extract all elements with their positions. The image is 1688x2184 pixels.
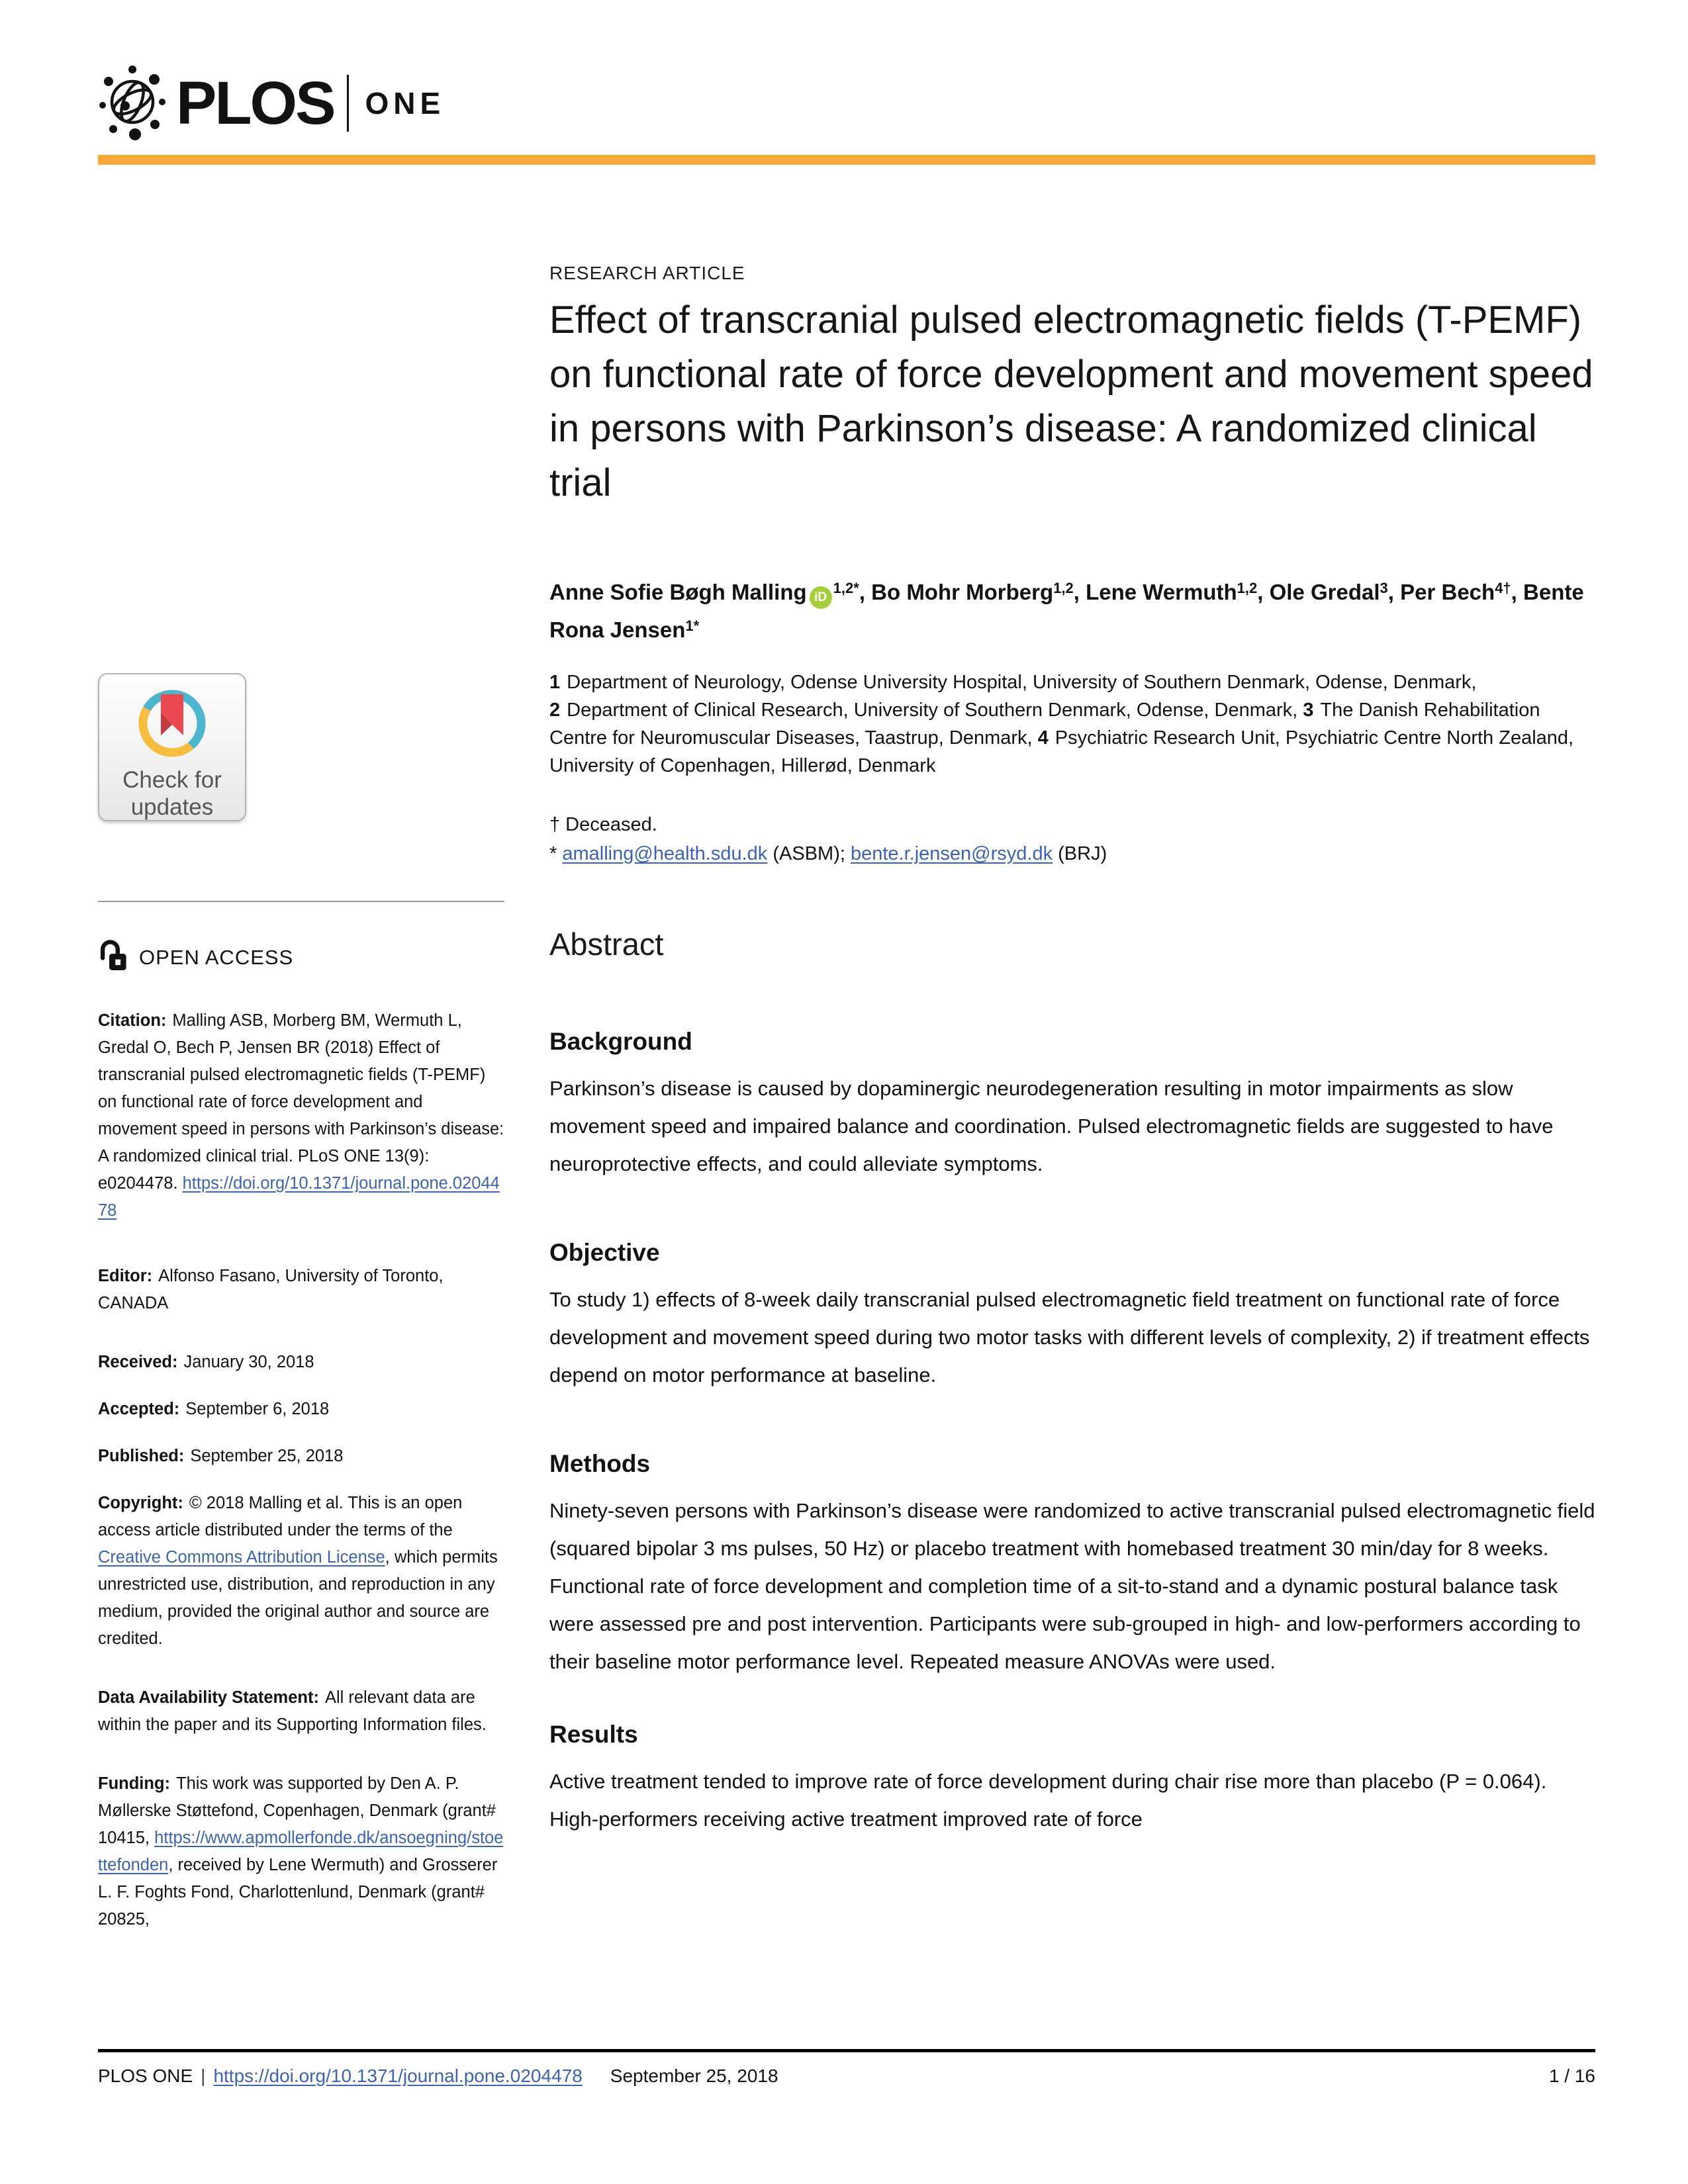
background-heading: Background — [549, 1028, 692, 1055]
author-name: Lene Wermuth — [1086, 580, 1237, 604]
affil-num: 4 — [1037, 727, 1049, 749]
article-main — [549, 165, 1595, 1838]
published-date: September 25, 2018 — [190, 1447, 344, 1465]
email-mid: (ASBM); — [767, 843, 851, 864]
orcid-icon[interactable]: iD — [810, 586, 832, 609]
data-availability-block — [98, 1684, 504, 1739]
open-access-label: OPEN ACCESS — [139, 945, 294, 969]
copyright-label: Copyright: — [98, 1494, 183, 1512]
author — [1270, 580, 1401, 604]
author-separator: , — [1073, 580, 1086, 604]
logo-one-text: ONE — [365, 86, 445, 120]
published-block — [98, 1443, 504, 1470]
open-access-row — [98, 939, 504, 976]
data-availability-text: All relevant data are within the paper and its Supporting Information files. — [98, 1688, 487, 1734]
corresponding-emails — [549, 839, 1595, 868]
check-for-updates-label-1: Check for — [122, 767, 222, 793]
check-for-updates-badge[interactable] — [98, 673, 246, 821]
accepted-label: Accepted: — [98, 1400, 180, 1418]
email-end: (BRJ) — [1053, 843, 1107, 864]
author — [1400, 580, 1523, 604]
funding-text-before: This work was supported by Den A. P. Møllerske Støttefond, Copenhagen, Denmark (grant# 10415, — [98, 1774, 496, 1847]
funding-link[interactable]: https://www.apmollerfonde.dk/ansoegning/stoettefonden — [98, 1829, 504, 1874]
author-separator: , — [1387, 580, 1401, 604]
accepted-date: September 6, 2018 — [185, 1400, 330, 1418]
author-name: Bo Mohr Morberg — [871, 580, 1054, 604]
author-separator: , — [1511, 580, 1524, 604]
copyright-block — [98, 1490, 504, 1653]
logo-plos-text: PLOS — [176, 69, 334, 137]
funding-label: Funding: — [98, 1774, 171, 1793]
editor-text: Alfonso Fasano, University of Toronto, CANADA — [98, 1267, 444, 1312]
logo-divider — [347, 75, 349, 132]
methods-heading: Methods — [549, 1450, 651, 1477]
footer-separator: | — [201, 2066, 206, 2086]
masthead — [0, 0, 1688, 165]
published-label: Published: — [98, 1447, 185, 1465]
author-list — [549, 571, 1595, 646]
left-sidebar — [98, 165, 504, 1933]
open-lock-icon — [98, 939, 127, 976]
received-block — [98, 1349, 504, 1376]
author-name: Per Bech — [1400, 580, 1495, 604]
copyright-text-after: , which permits unrestricted use, distribution, and reproduction in any medium, provided the original author and source are credited. — [98, 1548, 498, 1648]
objective-heading: Objective — [549, 1239, 660, 1266]
affil-text: The Danish Rehabilitation Centre for Neuromuscular Diseases, Taastrup, Denmark, — [549, 700, 1540, 749]
affil-text: Department of Clinical Research, University of Southern Denmark, Odense, Denmark, — [567, 700, 1303, 721]
copyright-text-before: © 2018 Malling et al. This is an open access article distributed under the terms of the — [98, 1494, 463, 1539]
cc-license-link[interactable]: Creative Commons Attribution License — [98, 1548, 385, 1567]
author-affil-sup: 4† — [1495, 580, 1511, 596]
received-date: January 30, 2018 — [183, 1353, 314, 1371]
article-title: Effect of transcranial pulsed electromagnetic fields (T-PEMF) on functional rate of force development and movement speed in persons with Parkinson’s disease: A randomized clinical trial — [549, 298, 1593, 504]
footer-date: September 25, 2018 — [610, 2066, 778, 2086]
author-name: Bente Rona Jensen — [549, 580, 1584, 642]
data-availability-label: Data Availability Statement: — [98, 1688, 319, 1707]
funding-block — [98, 1770, 504, 1933]
author-affil-sup: 1,2* — [833, 580, 859, 596]
received-label: Received: — [98, 1353, 178, 1371]
check-for-updates-label-2: updates — [130, 794, 214, 820]
article-type-kicker: RESEARCH ARTICLE — [549, 263, 745, 283]
masthead-orange-bar — [98, 155, 1595, 165]
email-link-asbm[interactable]: amalling@health.sdu.dk — [562, 843, 768, 864]
check-for-updates-icon — [132, 684, 212, 766]
author-name: Anne Sofie Bøgh Malling — [549, 580, 807, 604]
citation-label: Citation: — [98, 1011, 167, 1030]
author-affil-sup: 3 — [1380, 580, 1388, 596]
author-affil-sup: 1,2 — [1237, 580, 1258, 596]
page-footer — [98, 2049, 1595, 2087]
email-star: * — [549, 843, 563, 864]
affil-num: 3 — [1303, 700, 1314, 721]
author — [1086, 580, 1270, 604]
sidebar-divider — [98, 901, 504, 902]
objective-text: To study 1) effects of 8-week daily transcranial pulsed electromagnetic field treatment on functional rate of force development and movement speed during two motor tasks with different levels of complexity, 2) if treatment effects depend on motor performance at baseline. — [549, 1288, 1590, 1387]
methods-text: Ninety-seven persons with Parkinson’s disease were randomized to active transcranial pulsed electromagnetic field (squared bipolar 3 ms pulses, 50 Hz) or placebo treatment with homebased treatment 30 min/day for 8 weeks. Functional rate of force development and completion time of a sit-to-stand and a dynamic postural balance task were assessed pre and post intervention. Participants were sub-grouped in high- and low-performers according to their baseline motor performance level. Repeated measure ANOVAs were used. — [549, 1499, 1595, 1673]
author-affil-sup: 1,2 — [1053, 580, 1074, 596]
citation-block — [98, 1007, 504, 1224]
author — [549, 580, 871, 604]
email-link-brj[interactable]: bente.r.jensen@rsyd.dk — [850, 843, 1053, 864]
author-affil-sup: 1* — [685, 617, 700, 634]
author-name: Ole Gredal — [1269, 580, 1380, 604]
affil-text: Department of Neurology, Odense University Hospital, University of Southern Denmark, Odense, Denmark, — [567, 672, 1477, 693]
background-text: Parkinson’s disease is caused by dopaminergic neurodegeneration resulting in motor impairments as slow movement speed and impaired balance and coordination. Pulsed electromagnetic fields are suggested to have neuroprotective effects, and could alleviate symptoms. — [549, 1077, 1554, 1175]
affil-num: 2 — [549, 700, 561, 721]
footer-journal: PLOS ONE — [98, 2066, 193, 2086]
affil-text: Psychiatric Research Unit, Psychiatric Centre North Zealand, University of Copenhagen, Hillerød, Denmark — [549, 727, 1574, 776]
citation-doi-link[interactable]: https://doi.org/10.1371/journal.pone.0204478 — [98, 1174, 500, 1220]
abstract-heading: Abstract — [549, 927, 664, 962]
affiliation-list — [549, 668, 1595, 780]
footer-doi-link[interactable]: https://doi.org/10.1371/journal.pone.0204478 — [213, 2066, 583, 2086]
author-separator: , — [1257, 580, 1270, 604]
author — [871, 580, 1086, 604]
results-text: Active treatment tended to improve rate of force development during chair rise more than placebo (P = 0.064). High-performers receiving active treatment improved rate of force — [549, 1770, 1547, 1831]
plos-globe-icon — [98, 64, 167, 144]
accepted-block — [98, 1396, 504, 1423]
footer-page-number: 1 / 16 — [1548, 2066, 1595, 2086]
results-heading: Results — [549, 1721, 638, 1748]
journal-logo — [98, 54, 1688, 152]
editor-label: Editor: — [98, 1267, 153, 1285]
author-separator: , — [859, 580, 872, 604]
deceased-note: † Deceased. — [549, 814, 657, 835]
funding-text-after: , received by Lene Wermuth) and Grosserer L. F. Foghts Fond, Charlottenlund, Denmark (grant# 20825, — [98, 1856, 498, 1929]
citation-text: Malling ASB, Morberg BM, Wermuth L, Gredal O, Bech P, Jensen BR (2018) Effect of transcranial pulsed electromagnetic fields (T-PEMF) on functional rate of force development and movement speed in persons with Parkinson’s disease: A randomized clinical trial. PLoS ONE 13(9): e0204478. — [98, 1011, 504, 1193]
affil-num: 1 — [549, 672, 561, 693]
editor-block — [98, 1263, 504, 1317]
